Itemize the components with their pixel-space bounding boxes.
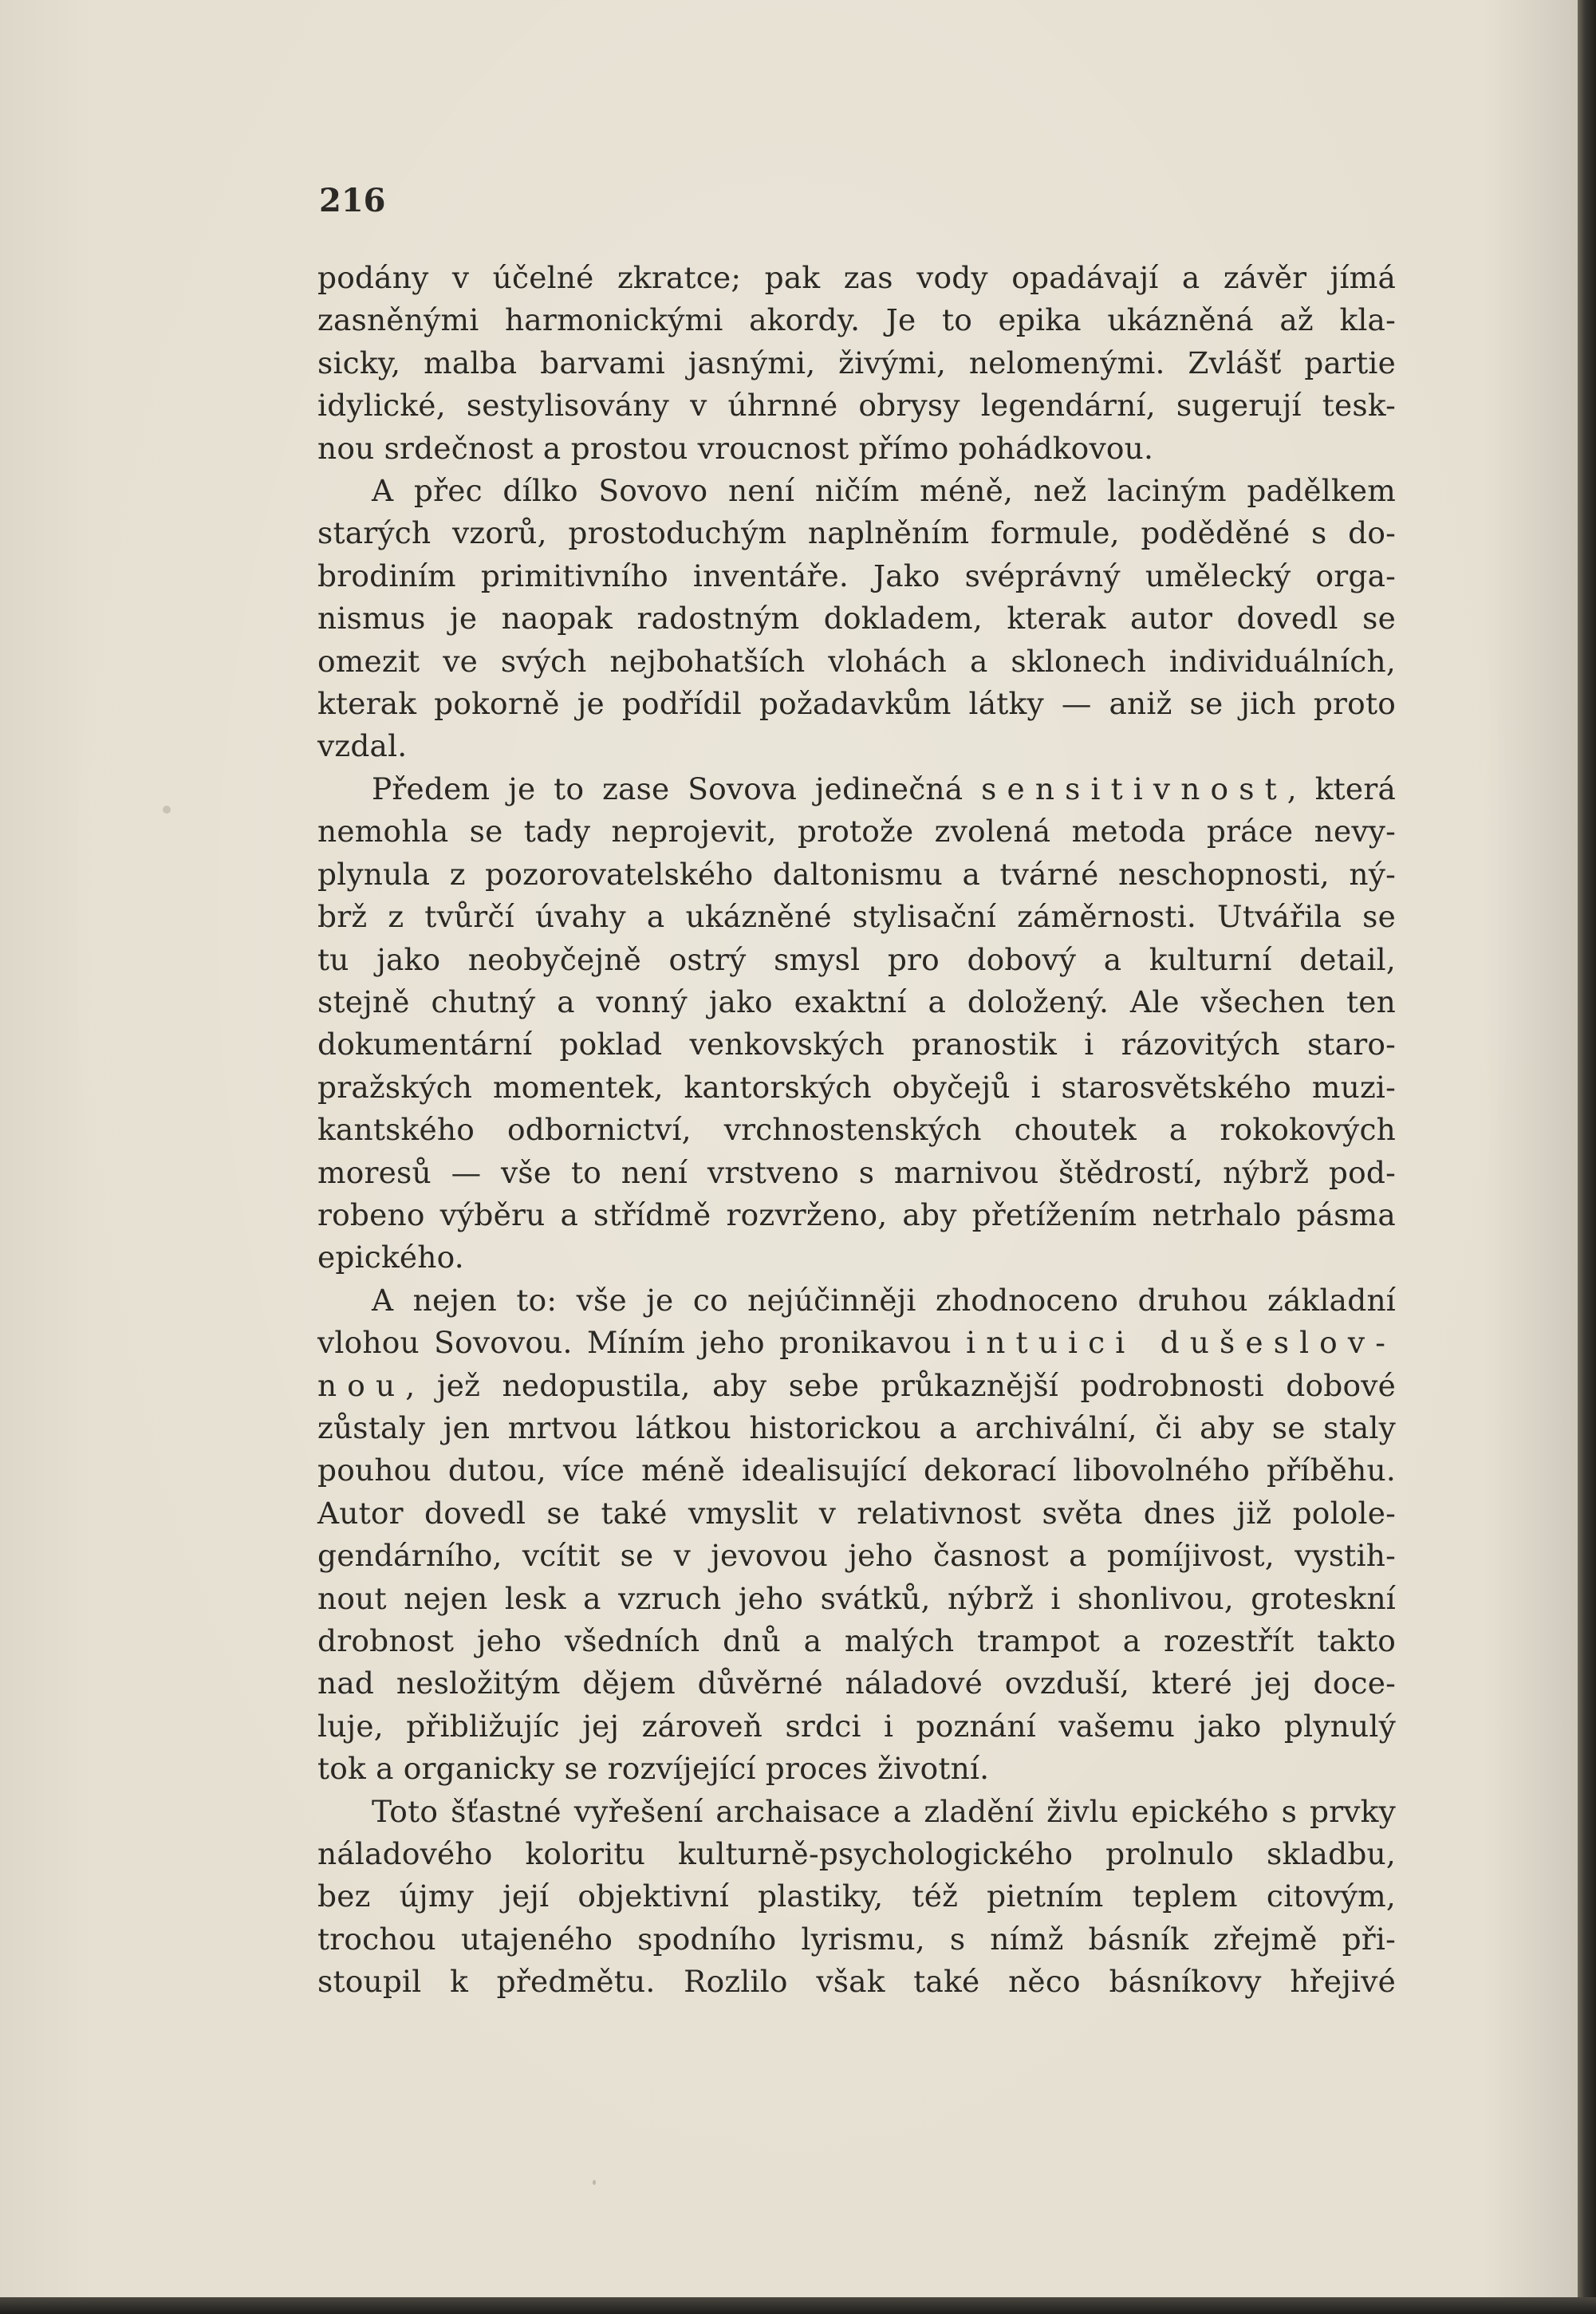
text-line: pražských momentek, kantorských obyčejů i starosvětského muzi- xyxy=(317,1069,1396,1105)
paper-speck xyxy=(593,2180,596,2185)
paragraph-4 xyxy=(317,1279,1396,1791)
text-line: omezit ve svých nejbohatších vlohách a sklonech individuálních, xyxy=(317,643,1396,679)
text-line xyxy=(317,1322,1396,1364)
text-line: nemohla se tady neprojevit, protože zvolená metoda práce nevy- xyxy=(317,814,1396,850)
text-line: dokumentární poklad venkovských pranostik i rázovitých staro- xyxy=(317,1027,1396,1062)
text-line: kterak pokorně je podřídil požadavkům látky — aniž se jich proto xyxy=(317,686,1396,722)
paragraph-5 xyxy=(317,1791,1396,2004)
page-number: 216 xyxy=(319,182,386,219)
text-line: plynula z pozorovatelského daltonismu a tvárné neschopnosti, ný- xyxy=(317,856,1396,892)
emphasized-term: intuici dušeslov- xyxy=(966,1325,1396,1361)
text-line: brž z tvůrčí úvahy a ukázněné stylisační záměrnosti. Utvářila se xyxy=(317,899,1396,935)
paragraph-3 xyxy=(317,768,1396,1279)
text-line: stoupil k předmětu. Rozlilo však také něco básníkovy hřejivé xyxy=(317,1964,1396,2000)
text-line: vzdal. xyxy=(317,728,408,764)
paragraph-2 xyxy=(317,470,1396,768)
text-run: , jež nedopustila, aby sebe průkaznější podrobnosti dobové xyxy=(405,1367,1396,1403)
text-line: stejně chutný a vonný jako exaktní a doložený. Ale všechen ten xyxy=(317,984,1396,1019)
text-line: Autor dovedl se také vmyslit v relativnost světa dnes již polole- xyxy=(317,1495,1396,1531)
text-line: gendárního, vcítit se v jevovou jeho časnost a pomíjivost, vystih- xyxy=(317,1538,1396,1574)
text-line: kantského odbornictví, vrchnostenských choutek a rokokových xyxy=(317,1112,1396,1148)
book-edge-bottom xyxy=(0,2297,1596,2314)
text-line: bez újmy její objektivní plastiky, též pietním teplem citovým, xyxy=(317,1878,1396,1914)
text-line: epického. xyxy=(317,1240,464,1275)
text-line xyxy=(317,768,1396,810)
text-line: starých vzorů, prostoduchým naplněním formule, poděděné s do- xyxy=(317,515,1396,551)
text-run: , která xyxy=(1287,771,1397,806)
paragraph-1 xyxy=(317,257,1396,470)
text-line: nout nejen lesk a vzruch jeho svátků, nýbrž i shonlivou, groteskní xyxy=(317,1580,1396,1616)
paper-speck xyxy=(163,806,171,814)
text-line: A nejen to: vše je co nejúčinněji zhodnoceno druhou základní xyxy=(372,1282,1396,1318)
text-line: trochou utajeného spodního lyrismu, s nímž básník zřejmě při- xyxy=(317,1921,1396,1957)
body-text xyxy=(317,257,1396,2004)
text-line: A přec dílko Sovovo není ničím méně, než laciným padělkem xyxy=(372,473,1396,509)
text-run: Předem je to zase Sovova jedinečná xyxy=(372,771,982,806)
text-line: pouhou dutou, více méně idealisující dekorací libovolného příběhu. xyxy=(317,1453,1396,1488)
text-line: nou srdečnost a prostou vroucnost přímo pohádkovou. xyxy=(317,430,1154,466)
text-line: nad nesložitým dějem důvěrné náladové ovzduší, které jej doce- xyxy=(317,1666,1396,1701)
book-edge-right xyxy=(1578,0,1596,2314)
text-line: robeno výběru a střídmě rozvrženo, aby přetížením netrhalo pásma xyxy=(317,1196,1396,1232)
text-line: drobnost jeho všedních dnů a malých trampot a rozestřít takto xyxy=(317,1623,1396,1658)
text-run: vlohou Sovovou. Míním jeho pronikavou xyxy=(317,1325,967,1361)
emphasized-term: sensitivnost xyxy=(981,771,1287,806)
text-line xyxy=(317,1365,1396,1407)
text-line: Toto šťastné vyřešení archaisace a zladění živlu epického s prvky xyxy=(372,1793,1396,1829)
text-line: luje, přibližujíc jej zároveň srdci i poznání vašemu jako plynulý xyxy=(317,1708,1396,1744)
text-line: idylické, sestylisovány v úhrnné obrysy legendární, sugerují tesk- xyxy=(317,388,1396,424)
text-line: náladového koloritu kulturně-psychologického prolnulo skladbu, xyxy=(317,1836,1396,1872)
text-line: nismus je naopak radostným dokladem, kterak autor dovedl se xyxy=(317,601,1396,637)
emphasized-term: nou xyxy=(317,1367,406,1403)
text-line: sicky, malba barvami jasnými, živými, nelomenými. Zvlášť partie xyxy=(317,345,1396,380)
text-line: moresů — vše to není vrstveno s marnivou štědrostí, nýbrž pod- xyxy=(317,1154,1396,1190)
text-line: tu jako neobyčejně ostrý smysl pro dobový a kulturní detail, xyxy=(317,941,1396,977)
text-line: zasněnými harmonickými akordy. Je to epika ukázněná až kla- xyxy=(317,302,1396,338)
text-line: zůstaly jen mrtvou látkou historickou a archivální, či aby se staly xyxy=(317,1409,1396,1445)
text-line: podány v účelné zkratce; pak zas vody opadávají a závěr jímá xyxy=(317,260,1396,295)
text-line: tok a organicky se rozvíjející proces životní. xyxy=(317,1751,990,1787)
text-line: brodiním primitivního inventáře. Jako svéprávný umělecký orga- xyxy=(317,558,1396,593)
